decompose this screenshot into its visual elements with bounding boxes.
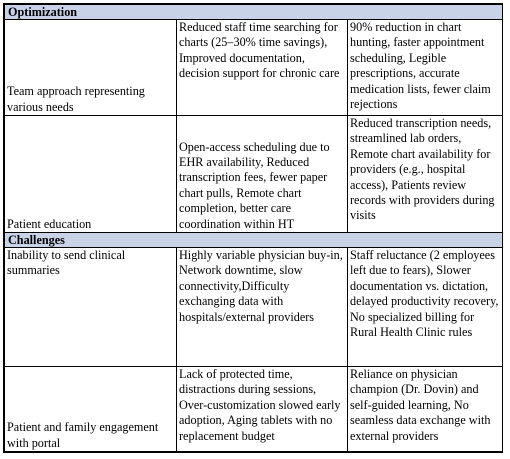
table-row: [5, 116, 503, 233]
row-cell-col2: Highly variable physician buy-in, Network downtime, slow connectivity,Difficulty exchanging data with hospitals/external providers: [177, 248, 348, 367]
row-cell-col3: Reduced transcription needs, streamlined lab orders, Remote chart availability for providers (e.g., hospital access), Patients review records with providers during visits: [348, 116, 503, 233]
row-label: Patient education: [5, 116, 177, 233]
row-cell-col3: Reliance on physician champion (Dr. Dovin) and self-guided learning, No seamless data exchange with external providers: [348, 367, 503, 452]
row-cell-col3: 90% reduction in chart hunting, faster appointment scheduling, Legible prescriptions, accurate medication lists, fewer claim rejections: [348, 20, 503, 116]
section-title-optimization: Optimization: [5, 5, 503, 20]
table-row: [5, 20, 503, 116]
row-label: Patient and family engagement with portal: [5, 367, 177, 452]
table-row: [5, 248, 503, 367]
row-cell-col2: Lack of protected time, distractions during sessions, Over-customization slowed early adoption, Aging tablets with no replacement budget: [177, 367, 348, 452]
row-cell-col2: Reduced staff time searching for charts (25–30% time savings), Improved documentation, decision support for chronic care: [177, 20, 348, 116]
row-label: Team approach representing various needs: [5, 20, 177, 116]
section-title-challenges: Challenges: [5, 233, 503, 248]
comparison-table: [4, 4, 503, 452]
row-label: Inability to send clinical summaries: [5, 248, 177, 367]
row-cell-col2: Open-access scheduling due to EHR availability, Reduced transcription fees, fewer paper chart pulls, Remote chart completion, better care coordination within HT: [177, 116, 348, 233]
row-cell-col3: Staff reluctance (2 employees left due to fears), Slower documentation vs. dictation, delayed productivity recovery, No specialized billing for Rural Health Clinic rules: [348, 248, 503, 367]
table-row: [5, 367, 503, 452]
section-header-optimization: [5, 5, 503, 20]
section-header-challenges: [5, 233, 503, 248]
comparison-table-frame: [3, 3, 503, 453]
